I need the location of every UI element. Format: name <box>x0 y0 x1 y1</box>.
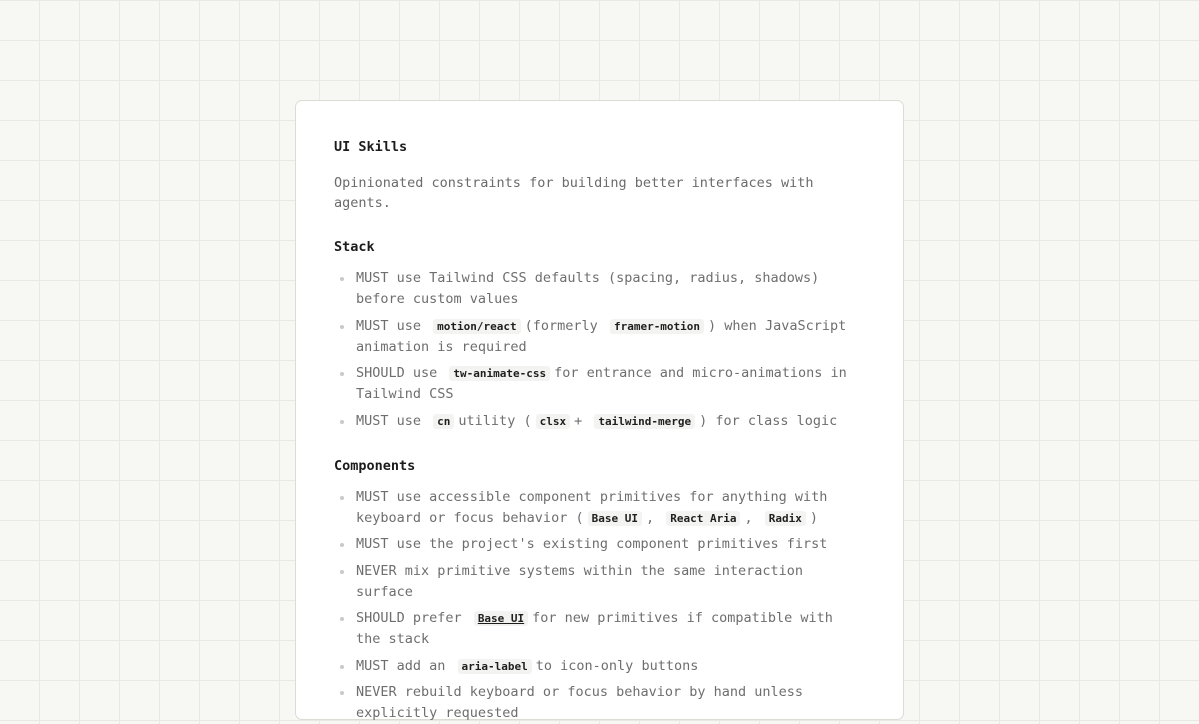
stack-rule-motion <box>334 316 865 358</box>
inline-code-radix: Radix <box>765 511 806 526</box>
inline-code-framer-motion: framer-motion <box>610 319 704 334</box>
components-rule-aria-label <box>334 656 865 677</box>
components-rule-list <box>334 487 865 724</box>
rule-text: NEVER rebuild keyboard or focus behavior by hand unless explicitly requested <box>356 684 803 721</box>
rule-text: , <box>646 510 654 526</box>
inline-code-react-aria: React Aria <box>666 511 740 526</box>
components-rule-accessible-primitives <box>334 487 865 529</box>
components-rule-no-rebuild <box>334 682 865 724</box>
inline-code-motion-react: motion/react <box>433 319 520 334</box>
rule-text: for entrance and micro-animations in Tailwind CSS <box>356 365 847 402</box>
inline-code-base-ui-link[interactable]: Base UI <box>474 611 528 626</box>
inline-code-tw-animate-css: tw-animate-css <box>449 366 550 381</box>
rule-text: ) when JavaScript animation is required <box>356 318 846 355</box>
rule-text: NEVER mix primitive systems within the same interaction surface <box>356 563 803 600</box>
stack-rule-cn-utility <box>334 411 865 432</box>
rule-text: SHOULD use <box>356 365 437 381</box>
rule-text: MUST use <box>356 413 421 429</box>
inline-code-cn: cn <box>433 414 454 429</box>
rule-text: , <box>744 510 752 526</box>
rule-text: + <box>574 413 582 429</box>
rule-text: ) for class logic <box>699 413 837 429</box>
content-card <box>295 100 904 720</box>
rule-text: ) <box>810 510 818 526</box>
rule-text: MUST add an <box>356 658 445 674</box>
rule-text: MUST use Tailwind CSS defaults (spacing, radius, shadows) before custom values <box>356 270 819 307</box>
section-heading-components: Components <box>334 456 865 476</box>
inline-code-aria-label: aria-label <box>458 659 532 674</box>
stack-rule-tw-animate <box>334 363 865 405</box>
inline-code-tailwind-merge: tailwind-merge <box>594 414 695 429</box>
rule-text: (formerly <box>525 318 598 334</box>
rule-text: MUST use <box>356 318 421 334</box>
components-rule-prefer-base-ui <box>334 608 865 650</box>
stack-rule-list <box>334 268 865 432</box>
inline-code-clsx: clsx <box>536 414 571 429</box>
page-title: UI Skills <box>334 137 865 157</box>
components-rule-existing-primitives <box>334 534 865 555</box>
rule-text: to icon-only buttons <box>536 658 699 674</box>
page-subtitle: Opinionated constraints for building better interfaces with agents. <box>334 173 865 213</box>
rule-text: MUST use accessible component primitives for anything with keyboard or focus behavior ( <box>356 489 827 526</box>
rule-text: for new primitives if compatible with the stack <box>356 610 833 647</box>
components-rule-no-mixing <box>334 561 865 603</box>
stack-rule-tailwind-defaults <box>334 268 865 310</box>
rule-text: MUST use the project's existing component primitives first <box>356 536 827 552</box>
rule-text: SHOULD prefer <box>356 610 462 626</box>
inline-code-base-ui: Base UI <box>588 511 642 526</box>
rule-text: utility ( <box>458 413 531 429</box>
section-heading-stack: Stack <box>334 237 865 257</box>
